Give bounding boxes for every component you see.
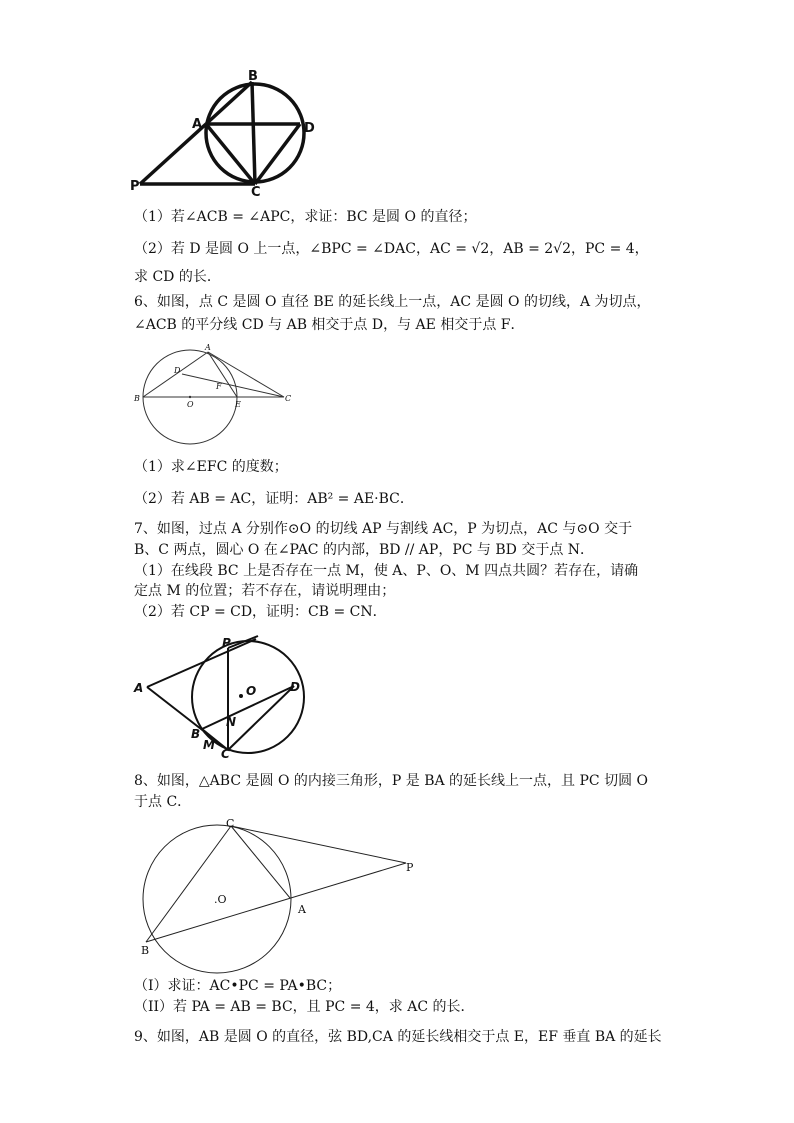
label-c: C <box>285 394 292 403</box>
q5-part2-cont: 求 CD 的长． <box>134 269 221 285</box>
figure-q5 <box>130 66 330 200</box>
label-c: C <box>251 185 261 200</box>
label-o: .O <box>214 893 227 906</box>
segment-bc <box>146 826 231 942</box>
label-d: D <box>304 121 315 136</box>
label-p: P <box>222 636 231 650</box>
center-dot <box>189 396 191 398</box>
label-d: D <box>174 366 181 375</box>
label-p: P <box>130 179 140 194</box>
label-o: O <box>187 400 194 409</box>
label-f: F <box>216 382 222 391</box>
q9-line1: 9、如图，AB 是圆 O 的直径，弦 BD,CA 的延长线相交于点 E，EF 垂直 BA 的延长 <box>134 1029 662 1045</box>
q8-part1: （I）求证：AC•PC = PA•BC； <box>134 978 342 994</box>
q8-part2: （II）若 PA = AB = BC，且 PC = 4，求 AC 的长． <box>134 999 475 1015</box>
segment-bc <box>252 82 255 184</box>
label-c: C <box>226 817 235 830</box>
label-d: D <box>290 680 300 694</box>
figure-q6 <box>132 343 297 443</box>
label-m: M <box>203 738 215 752</box>
q6-part2: （2）若 AB = AC，证明：AB² = AE·BC． <box>134 491 414 507</box>
label-a: A <box>298 903 306 916</box>
q7-part1-cont: 定点 M 的位置；若不存在，请说明理由； <box>134 583 396 599</box>
q5-part1: （1）若∠ACB = ∠APC，求证：BC 是圆 O 的直径； <box>134 209 477 225</box>
figure-q7 <box>130 634 310 764</box>
label-a: A <box>192 117 203 132</box>
q7-part1: （1）在线段 BC 上是否存在一点 M，使 A、P、O、M 四点共圆？若存在，请确 <box>134 563 639 579</box>
label-a: A <box>205 343 211 352</box>
q6-line2: ∠ACB 的平分线 CD 与 AB 相交于点 D，与 AE 相交于点 F． <box>134 317 525 333</box>
q5-part2: （2）若 D 是圆 O 上一点，∠BPC = ∠DAC，AC = √2，AB = 2√2，PC = 4， <box>134 241 649 257</box>
q8-line2: 于点 C． <box>134 794 192 810</box>
label-o: O <box>246 684 257 698</box>
label-p: P <box>406 861 414 874</box>
label-n: N <box>226 715 237 729</box>
label-b: B <box>141 944 150 957</box>
q6-line1: 6、如图，点 C 是圆 O 直径 BE 的延长线上一点，AC 是圆 O 的切线，A 为切点， <box>134 294 651 310</box>
label-b: B <box>134 394 140 403</box>
tangent-ap <box>147 639 256 687</box>
q7-part2: （2）若 CP = CD，证明：CB = CN． <box>134 604 387 620</box>
label-b: B <box>248 69 258 84</box>
segment-ab <box>206 82 252 124</box>
q6-part1: （1）求∠EFC 的度数； <box>134 459 288 475</box>
q8-line1: 8、如图，△ABC 是圆 O 的内接三角形，P 是 BA 的延长线上一点，且 PC 切圆 O <box>134 773 648 789</box>
center-dot <box>239 694 243 698</box>
segment-ae <box>208 352 237 397</box>
segment-pa <box>140 124 206 184</box>
label-c: C <box>221 747 230 761</box>
label-e: E <box>235 400 241 409</box>
secant-bp <box>146 863 406 942</box>
q7-line2: B、C 两点，圆心 O 在∠PAC 的内部，BD // AP，PC 与 BD 交于点 N． <box>134 542 595 558</box>
q7-line1: 7、如图，过点 A 分别作⊙O 的切线 AP 与割线 AC，P 为切点，AC 与⊙O 交于 <box>134 521 633 537</box>
figure-q8 <box>136 816 426 966</box>
label-b: B <box>191 727 201 741</box>
label-a: A <box>134 681 144 695</box>
